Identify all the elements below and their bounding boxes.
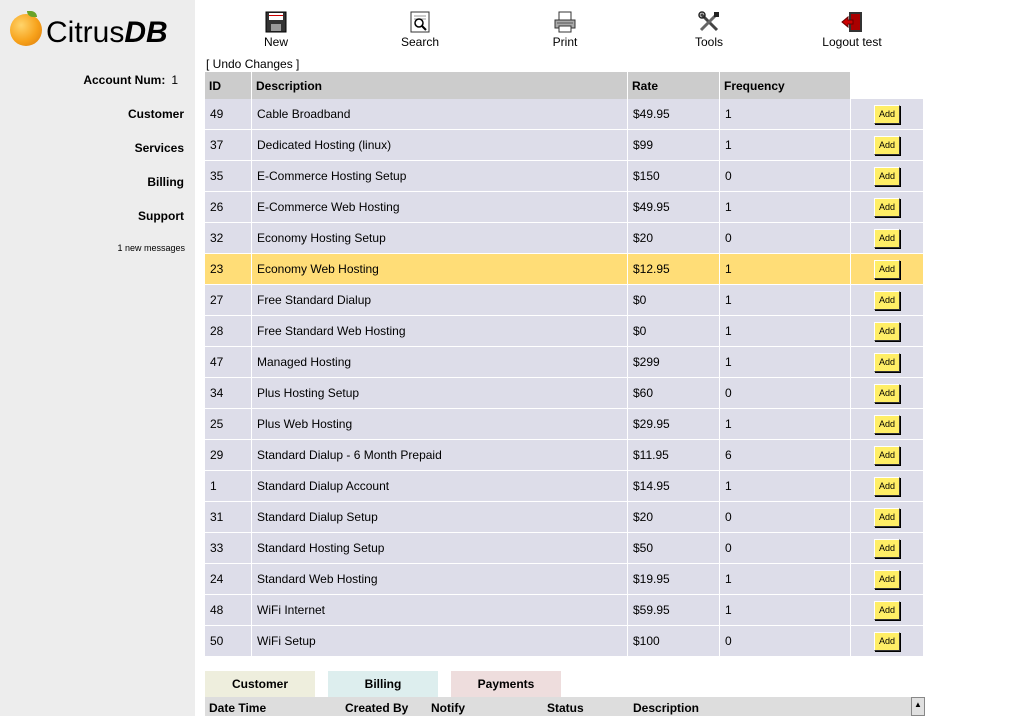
cell-frequency: 1 <box>720 130 851 161</box>
cell-action <box>851 626 924 657</box>
cell-rate: $100 <box>628 626 720 657</box>
cell-action <box>851 347 924 378</box>
cell-frequency: 0 <box>720 223 851 254</box>
add-service-button[interactable]: Add <box>874 198 900 217</box>
search-button[interactable] <box>395 10 445 49</box>
header-rate[interactable]: Rate <box>628 72 720 99</box>
table-row <box>205 254 924 285</box>
toolbar <box>205 10 925 54</box>
cell-frequency: 6 <box>720 440 851 471</box>
nav-support[interactable]: Support <box>138 209 184 223</box>
add-service-button[interactable]: Add <box>874 229 900 248</box>
table-row <box>205 471 924 502</box>
tab-customer[interactable]: Customer <box>205 671 315 697</box>
cell-frequency: 1 <box>720 254 851 285</box>
log-table-header <box>205 697 925 716</box>
new-messages-link[interactable]: 1 new messages <box>117 243 185 253</box>
add-service-button[interactable]: Add <box>874 136 900 155</box>
cell-description: Dedicated Hosting (linux) <box>252 130 628 161</box>
cell-id: 32 <box>205 223 252 254</box>
header-empty <box>851 72 924 99</box>
cell-rate: $29.95 <box>628 409 720 440</box>
cell-rate: $59.95 <box>628 595 720 626</box>
cell-id: 31 <box>205 502 252 533</box>
add-service-button[interactable]: Add <box>874 539 900 558</box>
tools-icon <box>697 10 721 34</box>
cell-rate: $49.95 <box>628 192 720 223</box>
log-header-status: Status <box>547 701 584 715</box>
cell-id: 35 <box>205 161 252 192</box>
cell-id: 23 <box>205 254 252 285</box>
cell-description: Managed Hosting <box>252 347 628 378</box>
cell-description: Plus Web Hosting <box>252 409 628 440</box>
add-service-button[interactable]: Add <box>874 415 900 434</box>
cell-action <box>851 223 924 254</box>
cell-description: Economy Web Hosting <box>252 254 628 285</box>
cell-id: 33 <box>205 533 252 564</box>
cell-rate: $0 <box>628 285 720 316</box>
header-frequency[interactable]: Frequency <box>720 72 851 99</box>
cell-description: Free Standard Web Hosting <box>252 316 628 347</box>
cell-id: 47 <box>205 347 252 378</box>
scroll-up-button[interactable]: ▲ <box>911 697 925 716</box>
tab-payments[interactable]: Payments <box>451 671 561 697</box>
cell-id: 28 <box>205 316 252 347</box>
cell-rate: $49.95 <box>628 99 720 130</box>
cell-action <box>851 130 924 161</box>
tools-button[interactable] <box>688 10 730 49</box>
log-header-description: Description <box>633 701 700 715</box>
cell-frequency: 1 <box>720 409 851 440</box>
header-description[interactable]: Description <box>252 72 628 99</box>
table-row <box>205 192 924 223</box>
cell-id: 27 <box>205 285 252 316</box>
add-service-button[interactable]: Add <box>874 632 900 651</box>
new-button[interactable] <box>256 10 296 49</box>
cell-rate: $0 <box>628 316 720 347</box>
table-row <box>205 564 924 595</box>
table-row <box>205 223 924 254</box>
add-service-button[interactable]: Add <box>874 384 900 403</box>
cell-id: 37 <box>205 130 252 161</box>
add-service-button[interactable]: Add <box>874 353 900 372</box>
account-number <box>0 73 178 87</box>
print-button[interactable] <box>544 10 586 49</box>
cell-action <box>851 440 924 471</box>
cell-description: Cable Broadband <box>252 99 628 130</box>
account-number-label: Account Num: <box>83 73 166 87</box>
table-row <box>205 440 924 471</box>
cell-frequency: 0 <box>720 161 851 192</box>
cell-description: WiFi Setup <box>252 626 628 657</box>
cell-id: 1 <box>205 471 252 502</box>
cell-frequency: 1 <box>720 99 851 130</box>
table-row <box>205 595 924 626</box>
add-service-button[interactable]: Add <box>874 167 900 186</box>
cell-description: WiFi Internet <box>252 595 628 626</box>
table-row <box>205 316 924 347</box>
add-service-button[interactable]: Add <box>874 570 900 589</box>
cell-action <box>851 533 924 564</box>
cell-description: Standard Dialup Setup <box>252 502 628 533</box>
cell-frequency: 1 <box>720 471 851 502</box>
cell-description: Free Standard Dialup <box>252 285 628 316</box>
cell-action <box>851 161 924 192</box>
log-header-notify: Notify <box>431 701 465 715</box>
cell-rate: $50 <box>628 533 720 564</box>
cell-rate: $20 <box>628 502 720 533</box>
cell-rate: $19.95 <box>628 564 720 595</box>
orange-icon <box>10 14 42 46</box>
nav-customer[interactable]: Customer <box>127 107 184 121</box>
header-id[interactable]: ID <box>205 72 252 99</box>
table-row <box>205 626 924 657</box>
services-table <box>205 72 924 657</box>
cell-rate: $20 <box>628 223 720 254</box>
cell-frequency: 1 <box>720 316 851 347</box>
cell-description: Economy Hosting Setup <box>252 223 628 254</box>
cell-frequency: 0 <box>720 533 851 564</box>
cell-rate: $150 <box>628 161 720 192</box>
logo-text: CitrusDB <box>46 16 168 49</box>
cell-action <box>851 285 924 316</box>
cell-action <box>851 254 924 285</box>
log-header-datetime: Date Time <box>209 701 267 715</box>
cell-frequency: 1 <box>720 347 851 378</box>
account-number-value: 1 <box>171 73 178 87</box>
cell-id: 29 <box>205 440 252 471</box>
nav-billing[interactable]: Billing <box>147 175 184 189</box>
cell-description: Standard Dialup Account <box>252 471 628 502</box>
cell-action <box>851 316 924 347</box>
table-row <box>205 130 924 161</box>
cell-id: 50 <box>205 626 252 657</box>
add-service-button[interactable]: Add <box>874 260 900 279</box>
tab-billing[interactable]: Billing <box>328 671 438 697</box>
logout-button[interactable] <box>819 10 885 49</box>
search-icon <box>408 10 432 34</box>
add-service-button[interactable]: Add <box>874 477 900 496</box>
cell-id: 24 <box>205 564 252 595</box>
cell-description: Standard Dialup - 6 Month Prepaid <box>252 440 628 471</box>
cell-rate: $14.95 <box>628 471 720 502</box>
log-header-created-by: Created By <box>345 701 409 715</box>
cell-frequency: 0 <box>720 378 851 409</box>
cell-frequency: 0 <box>720 502 851 533</box>
logout-door-icon <box>840 10 864 34</box>
cell-frequency: 1 <box>720 285 851 316</box>
add-service-button[interactable]: Add <box>874 601 900 620</box>
table-row <box>205 409 924 440</box>
cell-id: 49 <box>205 99 252 130</box>
new-label: New <box>263 35 288 49</box>
cell-description: E-Commerce Hosting Setup <box>252 161 628 192</box>
table-row <box>205 161 924 192</box>
cell-action <box>851 471 924 502</box>
add-service-button[interactable]: Add <box>874 508 900 527</box>
printer-icon <box>553 10 577 34</box>
add-service-button[interactable]: Add <box>874 105 900 124</box>
cell-rate: $99 <box>628 130 720 161</box>
table-row <box>205 347 924 378</box>
cell-description: Standard Web Hosting <box>252 564 628 595</box>
cell-action <box>851 502 924 533</box>
undo-changes-link[interactable]: [ Undo Changes ] <box>206 57 300 71</box>
tab-bar <box>205 671 925 697</box>
cell-frequency: 1 <box>720 192 851 223</box>
cell-rate: $299 <box>628 347 720 378</box>
cell-id: 26 <box>205 192 252 223</box>
cell-description: E-Commerce Web Hosting <box>252 192 628 223</box>
cell-action <box>851 99 924 130</box>
cell-frequency: 1 <box>720 595 851 626</box>
cell-rate: $11.95 <box>628 440 720 471</box>
cell-action <box>851 564 924 595</box>
cell-action <box>851 192 924 223</box>
table-row <box>205 285 924 316</box>
cell-rate: $60 <box>628 378 720 409</box>
nav-services[interactable]: Services <box>134 141 184 155</box>
cell-description: Plus Hosting Setup <box>252 378 628 409</box>
add-service-button[interactable]: Add <box>874 291 900 310</box>
save-disk-icon <box>264 10 288 34</box>
add-service-button[interactable]: Add <box>874 446 900 465</box>
logout-label: Logout test <box>822 35 882 49</box>
search-label: Search <box>400 35 440 49</box>
cell-action <box>851 595 924 626</box>
cell-id: 25 <box>205 409 252 440</box>
cell-frequency: 1 <box>720 564 851 595</box>
table-row <box>205 378 924 409</box>
sidebar <box>0 0 195 716</box>
add-service-button[interactable]: Add <box>874 322 900 341</box>
table-row <box>205 99 924 130</box>
cell-action <box>851 378 924 409</box>
cell-action <box>851 409 924 440</box>
cell-id: 48 <box>205 595 252 626</box>
cell-rate: $12.95 <box>628 254 720 285</box>
table-row <box>205 502 924 533</box>
tools-label: Tools <box>694 35 723 49</box>
cell-description: Standard Hosting Setup <box>252 533 628 564</box>
cell-frequency: 0 <box>720 626 851 657</box>
cell-id: 34 <box>205 378 252 409</box>
table-row <box>205 533 924 564</box>
print-label: Print <box>552 35 578 49</box>
